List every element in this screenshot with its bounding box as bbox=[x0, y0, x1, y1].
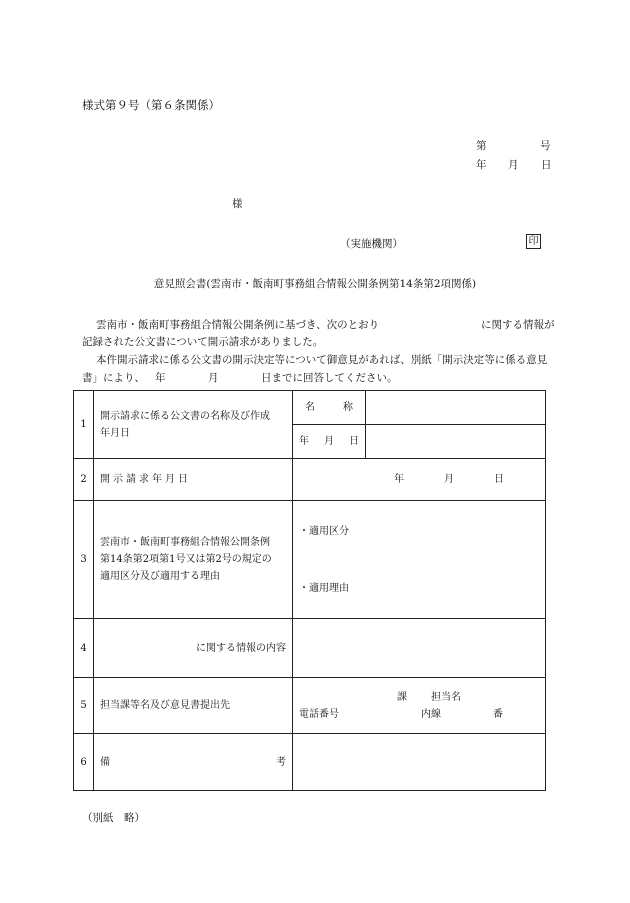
month-char: 月 bbox=[324, 436, 334, 447]
agency-label: （実施機関） bbox=[340, 238, 403, 250]
date-label bbox=[293, 425, 366, 459]
section-char: 課 bbox=[397, 691, 407, 703]
row-label bbox=[94, 391, 293, 459]
date-day: 日 bbox=[541, 159, 552, 171]
remarks-cell[interactable] bbox=[293, 734, 546, 791]
row-number: 1 bbox=[74, 391, 94, 459]
table-row bbox=[74, 501, 546, 619]
row-label-line: 適用区分及び適用する理由 bbox=[100, 571, 220, 582]
body-text: 雲南市・飯南町事務組合情報公開条例に基づき、次のとおり bbox=[96, 319, 380, 331]
body-text: 記録された公文書について開示請求がありました。 bbox=[82, 336, 324, 348]
document-name-cell[interactable] bbox=[366, 391, 546, 425]
row-number: 6 bbox=[74, 734, 94, 791]
doc-number-prefix: 第 bbox=[476, 140, 487, 152]
row-number: 4 bbox=[74, 619, 94, 678]
row-label-line: 雲南市・飯南町事務組合情報公開条例 bbox=[100, 537, 270, 548]
date-year: 年 bbox=[476, 159, 487, 171]
row-number: 3 bbox=[74, 501, 94, 619]
row-label bbox=[94, 734, 293, 791]
attachment-note: （別紙 略） bbox=[82, 812, 145, 824]
name-char: 称 bbox=[343, 402, 353, 413]
body-text: 本件開示請求に係る公文書の開示決定等について御意見があれば、別紙「開示決定等に係る意見 bbox=[96, 354, 548, 366]
month-char: 月 bbox=[444, 474, 454, 485]
remarks-char: 考 bbox=[276, 756, 286, 768]
applicability-reason-label: ・適用理由 bbox=[299, 583, 349, 594]
row-label-line: 開示請求に係る公文書の名称及び作成 bbox=[100, 410, 270, 422]
row-label-line: 第14条第2項第1号又は第2号の規定の bbox=[100, 554, 272, 565]
row-label bbox=[94, 459, 293, 501]
year-char: 年 bbox=[394, 474, 404, 485]
year-char: 年 bbox=[299, 436, 309, 447]
seal-box: 印 bbox=[526, 234, 541, 249]
person-label: 担当名 bbox=[431, 691, 461, 703]
row-label-text: 開示請求年月日 bbox=[100, 474, 191, 485]
name-label bbox=[293, 391, 366, 425]
inquiry-table bbox=[73, 390, 546, 791]
name-char: 名 bbox=[305, 402, 315, 413]
row-number: 2 bbox=[74, 459, 94, 501]
addressee-suffix: 様 bbox=[232, 198, 243, 210]
reply-year: 年 bbox=[155, 372, 166, 384]
date-month: 月 bbox=[508, 159, 519, 171]
day-char: 日 bbox=[494, 474, 504, 485]
row-label bbox=[94, 501, 293, 619]
day-char: 日 bbox=[349, 436, 359, 447]
table-row bbox=[74, 391, 546, 425]
row-label: に関する情報の内容 bbox=[94, 619, 293, 678]
request-date-cell[interactable] bbox=[293, 459, 546, 501]
contact-cell[interactable] bbox=[293, 678, 546, 734]
phone-label: 電話番号 bbox=[299, 708, 339, 720]
table-row bbox=[74, 459, 546, 501]
extension-suffix: 番 bbox=[493, 708, 503, 720]
body-text: に関する情報が bbox=[481, 319, 555, 331]
applicability-cell[interactable] bbox=[293, 501, 546, 619]
remarks-char: 備 bbox=[100, 756, 110, 768]
document-title: 意見照会書(雲南市・飯南町事務組合情報公開条例第14条第2項関係) bbox=[153, 278, 477, 290]
row-label: 担当課等名及び意見書提出先 bbox=[94, 678, 293, 734]
info-content-cell[interactable] bbox=[293, 619, 546, 678]
form-number: 様式第９号（第６条関係） bbox=[82, 98, 220, 112]
table-row bbox=[74, 619, 546, 678]
body-text: 日までに回答してください。 bbox=[261, 372, 398, 384]
row-label-line: 年月日 bbox=[100, 427, 130, 439]
reply-month: 月 bbox=[208, 372, 219, 384]
body-text: 書」により、 bbox=[82, 372, 145, 384]
table-row bbox=[74, 734, 546, 791]
table-row bbox=[74, 678, 546, 734]
applicability-category-label: ・適用区分 bbox=[299, 526, 349, 537]
doc-number-suffix: 号 bbox=[540, 140, 551, 152]
document-date-cell[interactable] bbox=[366, 425, 546, 459]
extension-label: 内線 bbox=[421, 708, 441, 720]
row-number: 5 bbox=[74, 678, 94, 734]
